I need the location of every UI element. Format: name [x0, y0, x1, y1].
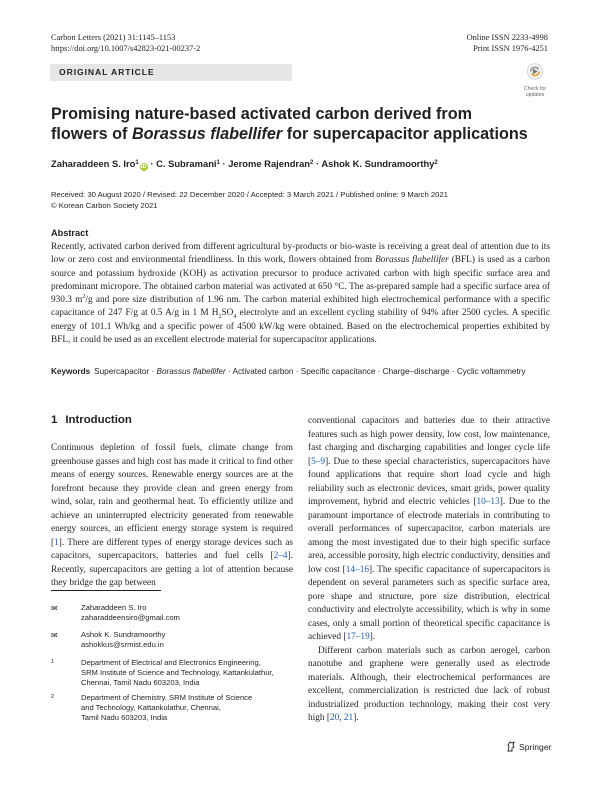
section-title: Introduction [65, 414, 132, 426]
author-name[interactable]: Ashok K. Sundramoorthy [321, 158, 435, 169]
online-issn: Online ISSN 2233-4998 [466, 33, 548, 42]
contact-name: Ashok K. Sundramoorthy [81, 630, 166, 639]
journal-citation: Carbon Letters (2021) 31:1145–1153 [51, 33, 176, 42]
publisher-name: Springer [519, 742, 552, 752]
copyright: © Korean Carbon Society 2021 [51, 200, 158, 210]
paragraph: Different carbon materials such as carbon aerogel, carbon nanotube and graphene were generally used as electrode materials. Although, their electrochemical performances are excellent, commercialization is restricted due lack of robust industrialized production technology, making their cost very high [20, 21]. [308, 645, 550, 723]
species-name: Borassus flabellifer [131, 125, 283, 143]
citation-link[interactable]: 2–4 [273, 551, 288, 561]
section-heading [51, 414, 132, 426]
citation-link[interactable]: 21 [343, 713, 354, 723]
affiliation: 1 Department of Electrical and Electronics Engineering, SRM Institute of Science and Technology, Kattankulathur, Chennai, Tamil Nadu 603203, India [51, 658, 274, 687]
intro-left-column [51, 442, 293, 591]
affiliation-number: 1 [51, 659, 55, 665]
history-dates: Received: 30 August 2020 / Revised: 22 December 2020 / Accepted: 3 March 2021 / Published online: 9 March 2021 [51, 190, 449, 199]
contact-entry [51, 603, 293, 623]
issn-header [467, 32, 548, 54]
citation-link[interactable]: 20 [329, 713, 340, 723]
check-for-updates-label[interactable]: Check for updates [523, 86, 547, 98]
citation-link[interactable]: 1 [54, 537, 59, 548]
keywords: Keywords Supercapacitor · Borassus flabellifer · Activated carbon · Specific capacitance · Charge–discharge · Cyclic voltammetry [51, 367, 526, 376]
contact-entry [51, 630, 293, 650]
footnote-divider [51, 590, 161, 591]
paragraph: conventional capacitors and batteries due to their attractive features such as high power density, low cost, low maintenance, fast charging and discharging capabilities and longer cycle life [5–9]. Due to these special characteristics, supercapacitors have found applications that require short load cycle and high reliability such as electronic devices, smart grids, power quality improvement, hybrid and electric vehicles [10–13]. Due to the paramount importance of electrode materials in contributing to overall performances of supercapacitor, carbon materials are among the most investigated due to their high specific surface area, accessible porosity, high electric conductivity, densities and low cost [14–16]. The specific capacitance of supercapacitors is dependent on several parameters such as specific surface area, pore shape and structure, pore size distribution, electrical conductivity and electrolyte accessibility, which is why in some cases, only a small portion of theoretical specific capacitance is achieved [17–19]. [308, 416, 551, 642]
contact-name: Zaharaddeen S. Iro [81, 603, 147, 612]
citation-link[interactable]: 14–16 [345, 564, 370, 575]
affiliation-number: 2 [51, 694, 55, 700]
orcid-icon[interactable]: iD [141, 164, 147, 170]
publication-dates [51, 190, 551, 211]
keywords-label: Keywords [51, 367, 91, 376]
journal-header [51, 32, 200, 54]
citation-link[interactable]: 17–19 [346, 632, 370, 642]
abstract-heading: Abstract [51, 228, 89, 238]
author-name[interactable]: C. Subramani [156, 158, 217, 169]
article-type-banner: ORIGINAL ARTICLE [50, 64, 292, 81]
print-issn: Print ISSN 1976-4251 [473, 44, 548, 53]
paragraph: Continuous depletion of fossil fuels, climate change from greenhouse gasses and high cost has made it critical to find other means of energy sources. Renewable energy sources are at the forefront because they provide clean and green energy from wind, solar, rain and geothermal heat. To efficiently utilize and achieve an uninterrupted electricity generated from renewable energy sources, an efficient energy storage system is required [1]. There are different types of energy storage devices such as capacitors, supercapacitors, batteries and fuel cells [2–4]. Recently, supercapacitors are getting a lot of attention because they bridge the gap between [51, 443, 293, 588]
author-name[interactable]: Jerome Rajendran [228, 158, 311, 169]
doi-link[interactable]: https://doi.org/10.1007/s42823-021-00237-2 [51, 44, 201, 53]
envelope-icon: ✉ [51, 604, 58, 613]
article-title: Promising nature-based activated carbon derived from flowers of Borassus flabellifer for supercapacitor applications [51, 105, 528, 143]
abstract-body: Recently, activated carbon derived from different agricultural by-products or bio-waste is receiving a great deal of attention due to its low or zero cost and environmental friendliness. In this work, flowers obtained from Borassus flabellifer (BFL) is used as a carbon source and potassium hydroxide (KOH) as activation precursor to produce activated carbon with high specific surface area and predominant micropore. The obtained carbon material was activated at 650 °C. The as-prepared sample had a specific surface area of 930.3 $m^2/g$ and pore size distribution of 1.96 nm. The carbon material exhibited high electrochemical performance with a specific capacitance of 247 F/g at 0.5 A/g in 1 M $H_2SO_4$ electrolyte and an excellent cycling stability of 94% after 2500 cycles. A specific energy of 101.1 Wh/kg and a specific power of 4500 kW/kg were obtained. Based on the electrochemical properties exhibited by BFL, it could be used as an excellent electrode material for supercapacitor applications. [51, 242, 550, 346]
check-for-updates-icon[interactable] [518, 63, 552, 87]
intro-right-column [308, 415, 550, 726]
envelope-icon: ✉ [51, 631, 58, 640]
citation-link[interactable]: 10–13 [476, 497, 500, 507]
contact-email[interactable]: ashokkus@srmist.edu.in [81, 640, 164, 649]
springer-horse-icon [506, 741, 516, 752]
affiliation: 2 Department of Chemistry, SRM Institute of Science and Technology, Kattankulathur, Chennai, Tamil Nadu 603203, India [51, 693, 253, 722]
author-name[interactable]: Zaharaddeen S. Iro [51, 158, 136, 169]
contact-email[interactable]: zaharaddeensiro@gmail.com [81, 613, 180, 622]
publisher-logo [506, 741, 551, 752]
section-number: 1 [51, 414, 58, 426]
citation-link[interactable]: 5–9 [311, 456, 326, 467]
author-list: Zaharaddeen S. Iro$^1$iD · C. Subramani$^1$ · Jerome Rajendran$^2$ · Ashok K. Sundramoorthy$^2$ [51, 158, 438, 170]
